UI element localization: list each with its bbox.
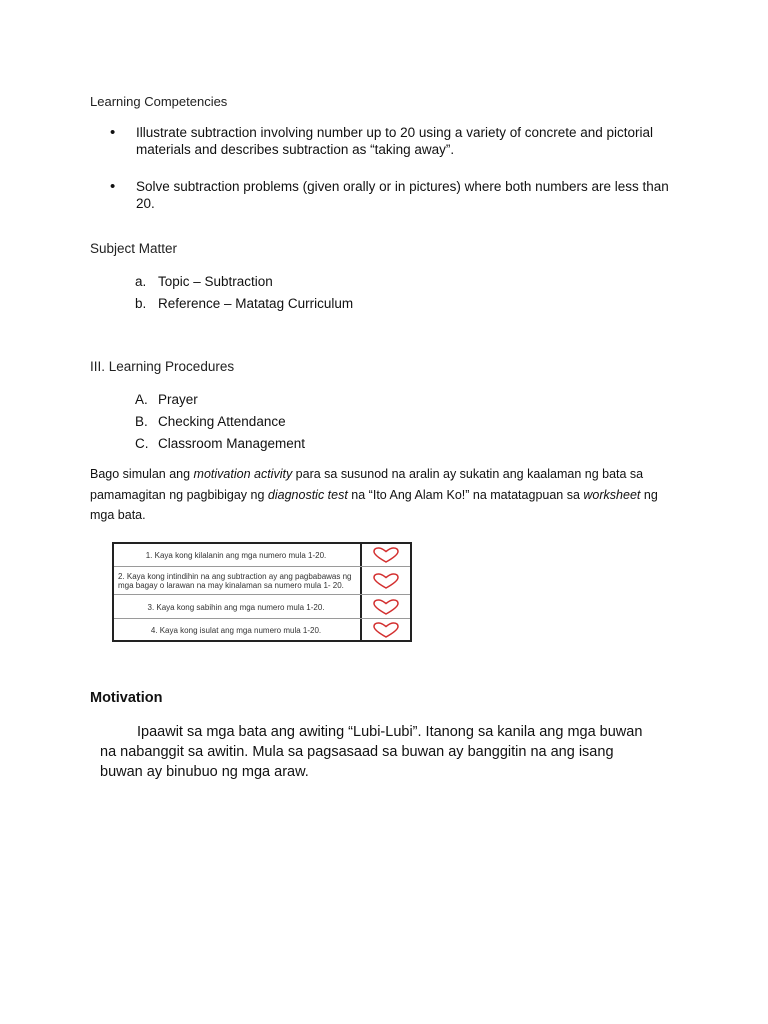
- checklist-row: [114, 566, 410, 595]
- learning-procedures-list: [135, 389, 305, 455]
- list-marker: b.: [135, 296, 147, 311]
- motivation-heading: Motivation: [90, 690, 163, 706]
- competency-item: [108, 178, 678, 212]
- subject-matter-text: Topic – Subtraction: [158, 274, 273, 289]
- list-marker: a.: [135, 274, 147, 289]
- heart-outline-icon: [362, 544, 410, 566]
- competency-text: Illustrate subtraction involving number up to 20 using a variety of concrete and pictorial materials and describes subtraction as “taking away”.: [136, 125, 654, 157]
- intro-emphasis: diagnostic test: [267, 487, 348, 502]
- bullet-icon: •: [110, 178, 116, 195]
- checklist-statement: 4. Kaya kong isulat ang mga numero mula 1-20.: [150, 625, 322, 635]
- subject-matter-list: [135, 271, 353, 315]
- competency-text: Solve subtraction problems (given orally or in pictures) where both numbers are less than 20.: [136, 179, 669, 211]
- competency-list-2: [108, 178, 678, 212]
- competency-item: [108, 124, 678, 158]
- learning-competencies-heading: Learning Competencies: [90, 94, 228, 109]
- intro-text: na “Ito Ang Alam Ko!” na matatagpuan sa: [347, 487, 584, 502]
- subject-matter-text: Reference – Matatag Curriculum: [158, 296, 354, 311]
- checklist-row: [114, 594, 410, 619]
- checklist-statement: 3. Kaya kong sabihin ang mga numero mula 1-20.: [147, 602, 325, 612]
- checklist-row: [114, 544, 410, 566]
- heart-outline-icon: [362, 595, 410, 619]
- learning-procedures-heading: III. Learning Procedures: [90, 359, 235, 374]
- subject-matter-item: [135, 293, 353, 315]
- competency-list: [108, 124, 678, 158]
- intro-text: para sa susunod na aralin ay sukatin ang kaalaman ng bata sa pamamagitan ng pagbibigay ng: [90, 467, 644, 502]
- motivation-text: Ipaawit sa mga bata ang awiting “Lubi-Lubi”. Itanong sa kanila ang mga buwan na nabanggit sa awitin. Mula sa pagsasaad sa buwan ay banggitin na ang isang buwan ay binubuo ng mga araw.: [100, 724, 643, 780]
- list-marker: A.: [135, 392, 148, 407]
- checklist-statement: 2. Kaya kong intindihin na ang subtraction ay ang pagbabawas ng mga bagay o larawan na may kinalaman sa numero mula 1- 20.: [118, 572, 352, 590]
- list-marker: B.: [135, 414, 148, 429]
- intro-paragraph: [90, 464, 670, 526]
- bullet-icon: •: [110, 124, 116, 141]
- heart-outline-icon: [362, 619, 410, 641]
- procedure-text: Classroom Management: [158, 436, 306, 451]
- procedure-text: Prayer: [158, 392, 198, 407]
- checklist-statement: 1. Kaya kong kilalanin ang mga numero mula 1-20.: [145, 550, 327, 560]
- procedure-item: [135, 389, 305, 411]
- heart-outline-icon: [362, 567, 410, 595]
- intro-text: Bago simulan ang: [90, 467, 194, 481]
- checklist-row: [114, 618, 410, 641]
- subject-matter-heading: Subject Matter: [90, 241, 178, 256]
- intro-emphasis: motivation activity: [193, 467, 293, 481]
- procedure-text: Checking Attendance: [158, 414, 286, 429]
- diagnostic-checklist: [112, 542, 412, 642]
- procedure-item: [135, 411, 305, 433]
- procedure-item: [135, 433, 305, 455]
- subject-matter-item: [135, 271, 353, 293]
- intro-emphasis: worksheet: [583, 487, 641, 502]
- list-marker: C.: [135, 436, 149, 451]
- intro-text: ng mga bata.: [90, 487, 658, 522]
